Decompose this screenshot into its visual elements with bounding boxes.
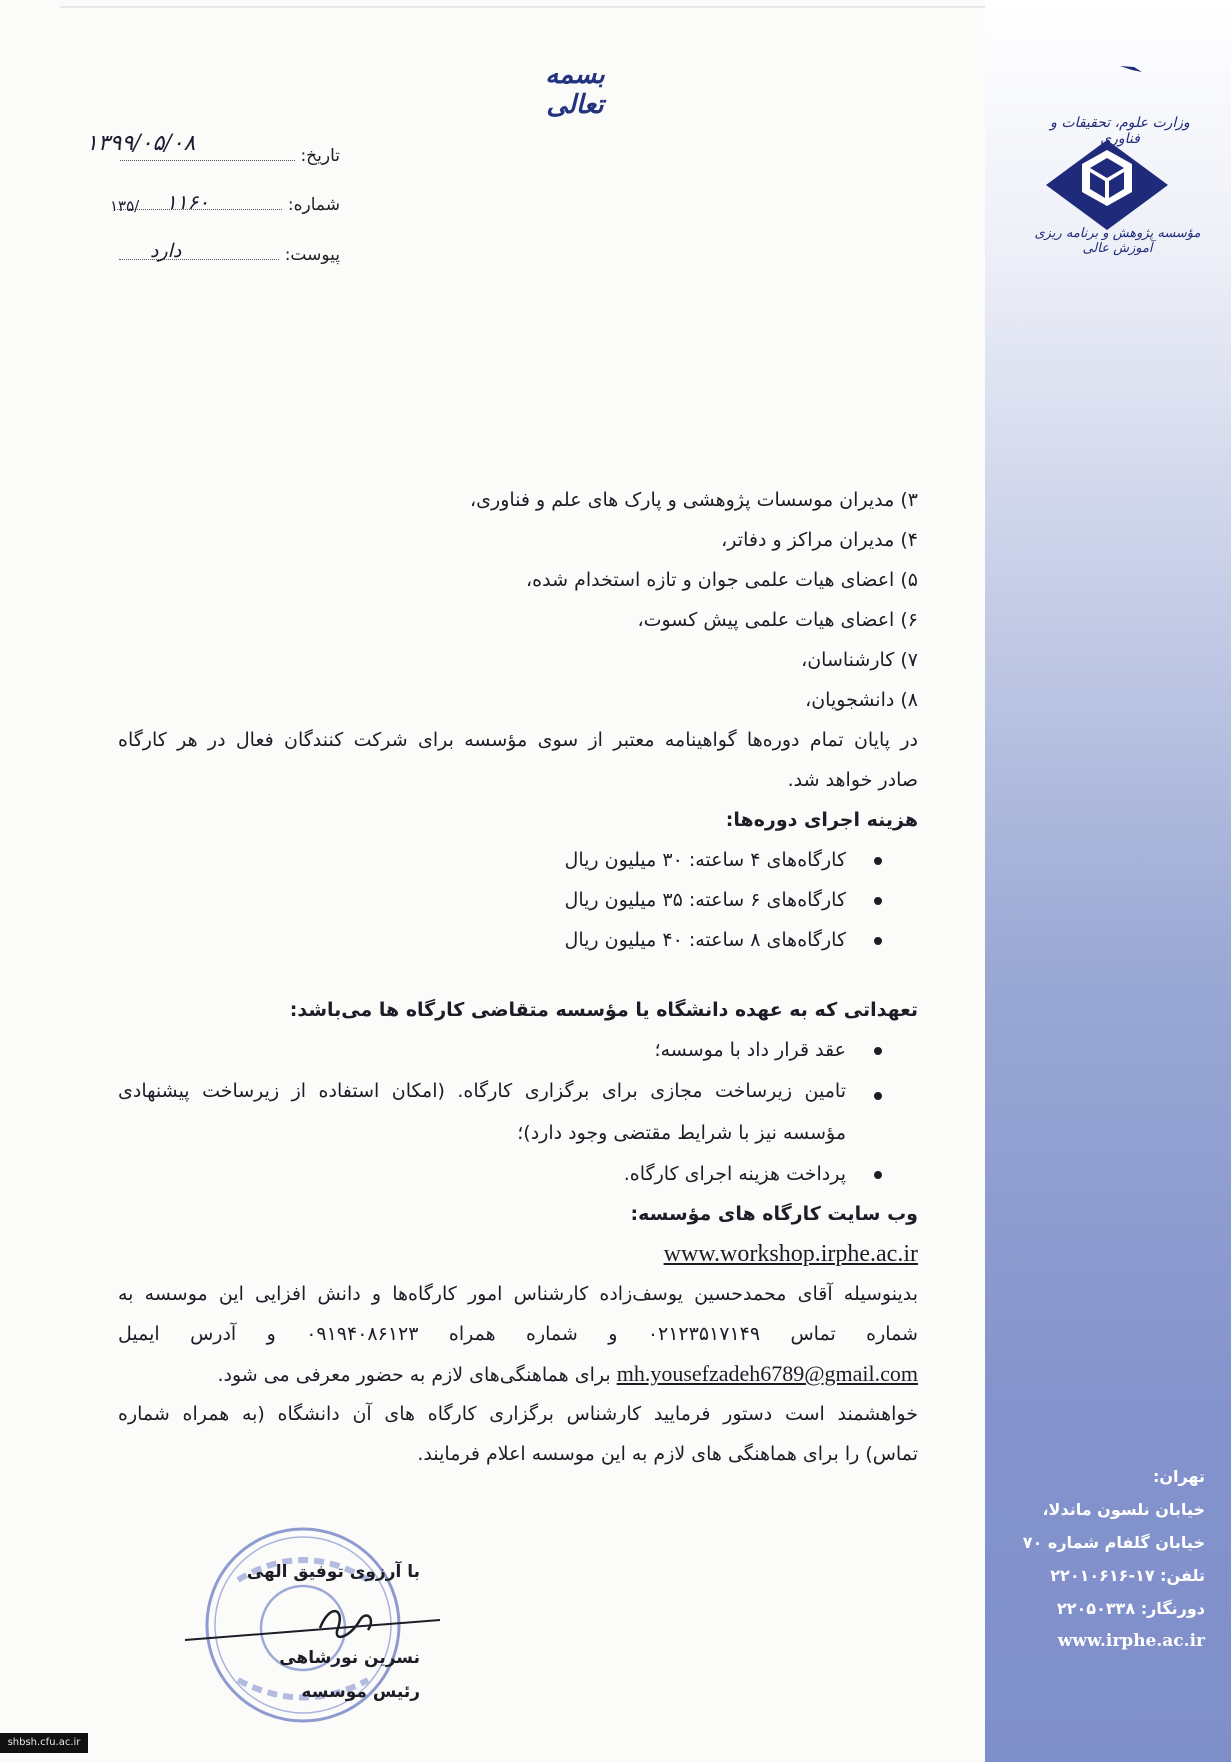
bismillah-heading: بسمه تعالی (545, 60, 605, 120)
request-line: تماس) را برای هماهنگی های لازم به این موسسه اعلام فرمایند. (417, 1443, 918, 1465)
ministry-name: وزارت علوم، تحقیقات و فناوری (1050, 115, 1190, 147)
list-item: ۸) دانشجویان، (805, 689, 918, 711)
institute-name: مؤسسه پژوهش و برنامه ریزی آموزش عالی (1034, 226, 1201, 256)
bullet-icon (874, 1047, 882, 1055)
attachment-value: دارد (150, 240, 182, 262)
obligation-item: عقد قرار داد با موسسه؛ (118, 1030, 918, 1070)
contact-fax: دورنگار: ۲۲۰۵۰۳۳۸ (1057, 1599, 1205, 1618)
spacer (118, 960, 918, 990)
list-item: ۴) مدیران مراکز و دفاتر، (721, 529, 918, 551)
bullet-icon (874, 897, 882, 905)
obligation-item: تامین زیرساخت مجازی برای برگزاری کارگاه. (امکان استفاده از زیرساخت پیشنهادی مؤسسه نیز با شرایط مقتضی وجود دارد)؛ (118, 1070, 918, 1154)
attachment-row (100, 245, 340, 265)
date-label: تاریخ: (300, 146, 340, 166)
cost-heading: هزینه اجرای دوره‌ها: (725, 809, 918, 831)
certificate-line-end: صادر خواهد شد. (787, 769, 918, 791)
number-prefix: ۱۳۵/ (110, 197, 140, 215)
request-line: خواهشمند است دستور فرمایید کارشناس برگزاری کارگاه های آن دانشگاه (به همراه شماره (118, 1403, 918, 1425)
contact-block (1005, 1460, 1205, 1658)
contact-street2: خیابان گلفام شماره ۷۰ (1022, 1533, 1205, 1552)
list-item: ۶) اعضای هیات علمی پیش کسوت، (637, 609, 918, 631)
bullet-icon (874, 1171, 882, 1179)
contact-city: تهران: (1152, 1467, 1205, 1486)
intro-line-rest: برای هماهنگی‌های لازم به حضور معرفی می شود. (217, 1364, 611, 1386)
intro-line (118, 1354, 918, 1394)
bullet-icon (874, 1092, 882, 1100)
handwritten-signature-icon (180, 1598, 450, 1658)
cost-item: کارگاه‌های ۸ ساعته: ۴۰ میلیون ریال (118, 920, 918, 960)
contact-street1: خیابان نلسون ماندلا، (1042, 1500, 1205, 1519)
date-value: ۱۳۹۹/۰۵/۰۸ (86, 131, 196, 156)
letter-body (118, 480, 918, 1474)
contact-phone: تلفن: ۱۷-۲۲۰۱۰۶۱۶ (1050, 1566, 1205, 1585)
institute-logo-icon (1046, 140, 1168, 230)
list-item: ۷) کارشناسان، (801, 649, 918, 671)
list-item: ۳) مدیران موسسات پژوهشی و پارک های علم و فناوری، (470, 489, 918, 511)
signature-closing: با آرزوی توفیق الهی (246, 1562, 420, 1582)
intro-line: بدینوسیله آقای محمدحسین یوسف‌زاده کارشناس امور کارگاه‌ها و دانش افزایی این موسسه به (118, 1283, 918, 1305)
signatory-title: رئیس موسسه (301, 1682, 420, 1702)
attachment-dots (119, 245, 279, 260)
intro-line: شماره تماس ۰۲۱۲۳۵۱۷۱۴۹ و شماره همراه ۰۹۱۹۴۰۸۶۱۲۳ و آدرس ایمیل (118, 1323, 918, 1345)
cost-item: کارگاه‌های ۴ ساعته: ۳۰ میلیون ریال (118, 840, 918, 880)
obligation-item: پرداخت هزینه اجرای کارگاه. (118, 1154, 918, 1194)
number-value: ۱۱۶۰ (166, 190, 209, 214)
number-label: شماره: (287, 195, 340, 215)
cost-item: کارگاه‌های ۶ ساعته: ۳۵ میلیون ریال (118, 880, 918, 920)
source-stamp: shbsh.cfu.ac.ir (0, 1733, 88, 1753)
signatory-name: نسرین نورشاهی (279, 1648, 420, 1668)
website-heading: وب سایت کارگاه های مؤسسه: (630, 1203, 918, 1225)
list-item: ۵) اعضای هیات علمی جوان و تازه استخدام شده، (526, 569, 918, 591)
bullet-icon (874, 857, 882, 865)
workshop-website-link[interactable]: www.workshop.irphe.ac.ir (663, 1241, 918, 1267)
email-link[interactable]: mh.yousefzadeh6789@gmail.com (616, 1361, 918, 1386)
scan-mark-icon (1120, 64, 1146, 74)
certificate-line: در پایان تمام دوره‌ها گواهینامه معتبر از سوی مؤسسه برای شرکت کنندگان فعال در هر کارگاه (118, 729, 918, 751)
obligations-heading: تعهداتی که به عهده دانشگاه یا مؤسسه متقاضی کارگاه ها می‌باشد: (289, 999, 918, 1021)
bullet-icon (874, 937, 882, 945)
contact-website[interactable]: www.irphe.ac.ir (1057, 1631, 1205, 1651)
attachment-label: پیوست: (284, 245, 340, 265)
